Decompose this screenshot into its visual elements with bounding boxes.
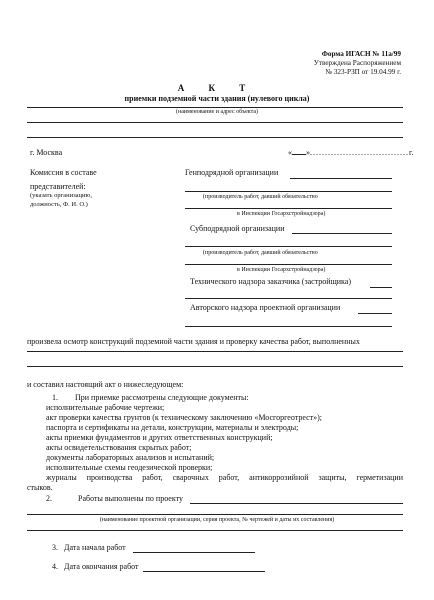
document-list-item: документы лабораторных анализов и испытаний;	[46, 453, 215, 462]
document-list-item: акт проверки качества грунтов (к техническому заключению «Мосгоргеотрест»);	[46, 413, 323, 422]
item1-title: При приемке рассмотрены следующие документы:	[75, 393, 249, 402]
project-field-3[interactable]	[27, 530, 403, 531]
subcontractor-field[interactable]	[292, 233, 392, 234]
item2-number: 2.	[46, 494, 52, 503]
subcontractor-label: Субподрядной организации	[190, 224, 285, 233]
general-contractor-label: Генподрядной организации	[185, 168, 279, 177]
approval-order: № 323-РЗП от 19.04.99 г.	[325, 68, 401, 76]
commission-hint-1: (указать организацию,	[30, 192, 92, 199]
act-intro: и составил настоящий акт о нижеследующем:	[27, 380, 184, 389]
general-contractor-caption-2: в Инспекции Госархстройнадзора)	[237, 211, 326, 217]
date-year-suffix: г.	[409, 148, 414, 157]
customer-supervision-field-2[interactable]	[185, 298, 392, 299]
object-name-line[interactable]	[27, 107, 403, 108]
date-open-quote: «	[288, 148, 292, 157]
document-list-tail: стыков.	[27, 483, 53, 492]
subcontractor-field-3[interactable]	[185, 264, 392, 265]
author-supervision-field-2[interactable]	[185, 326, 392, 327]
general-contractor-field[interactable]	[290, 178, 392, 179]
start-date-label: Дата начала работ	[64, 543, 126, 552]
general-contractor-field-2[interactable]	[185, 191, 392, 192]
end-date-label: Дата окончания работ	[64, 562, 139, 571]
document-subtitle: приемки подземной части здания (нулевого цикла)	[124, 94, 310, 103]
start-date-field[interactable]	[133, 552, 255, 553]
subcontractor-caption: (производитель работ, давший обязательство	[203, 250, 318, 256]
document-list-item-last: журналы производства работ, сварочных работ, антикоррозийной защиты, герметизации	[46, 473, 403, 482]
date-day-blank[interactable]	[292, 154, 306, 155]
inspection-field-2[interactable]	[27, 366, 403, 367]
item2-label: Работы выполнены по проекту	[78, 494, 184, 503]
general-contractor-field-3[interactable]	[185, 208, 392, 209]
form-number: Форма ИГАСН № 11а/99	[321, 50, 401, 58]
item4-number: 4.	[52, 562, 58, 571]
item3-number: 3.	[52, 543, 58, 552]
subcontractor-caption-2: в Инспекции Госархстройнадзора)	[237, 267, 326, 273]
author-supervision-field[interactable]	[358, 313, 392, 314]
project-caption: (наименование проектной организации, серия проекта, № чертежей и даты их составления)	[99, 517, 335, 523]
inspection-field-1[interactable]	[27, 351, 403, 352]
document-list-item: акты освидетельствования скрытых работ;	[46, 443, 192, 452]
date-close-quote: »	[306, 148, 310, 157]
object-name-line-3[interactable]	[27, 137, 403, 138]
author-supervision-label: Авторского надзора проектной организации	[190, 303, 341, 312]
document-list-item: паспорта и сертификаты на детали, конструкции, материалы и электроды;	[46, 423, 299, 432]
city: г. Москва	[30, 148, 63, 157]
document-title: А К Т	[177, 83, 257, 93]
end-date-field[interactable]	[143, 571, 265, 572]
object-name-line-2[interactable]	[27, 122, 403, 123]
general-contractor-caption: (производитель работ, давший обязательство	[203, 194, 318, 200]
customer-supervision-field[interactable]	[370, 287, 392, 288]
project-field[interactable]	[190, 503, 403, 504]
commission-label: Комиссия в составе	[30, 168, 97, 177]
commission-hint-2: должность, Ф. И. О.)	[30, 201, 88, 208]
project-field-2[interactable]	[27, 514, 403, 515]
subcontractor-field-2[interactable]	[185, 246, 392, 247]
document-list-item: исполнительные схемы геодезической проверки;	[46, 463, 213, 472]
object-caption: (наименование и адрес объекта)	[175, 109, 259, 115]
document-list-item: исполнительные рабочие чертежи;	[46, 403, 165, 412]
approval-note: Утверждена Распоряжением	[313, 59, 401, 67]
customer-supervision-label: Технического надзора заказчика (застройщика)	[190, 277, 352, 286]
inspection-text: произвела осмотр конструкций подземной части здания и проверку качества работ, выполненных	[27, 337, 360, 346]
document-list-item: акты приемки фундаментов и других ответственных конструкций;	[46, 433, 273, 442]
representatives-label: представителей:	[30, 182, 86, 191]
item1-number: 1.	[52, 393, 58, 402]
date-field[interactable]: « ».................................г.	[288, 148, 414, 157]
